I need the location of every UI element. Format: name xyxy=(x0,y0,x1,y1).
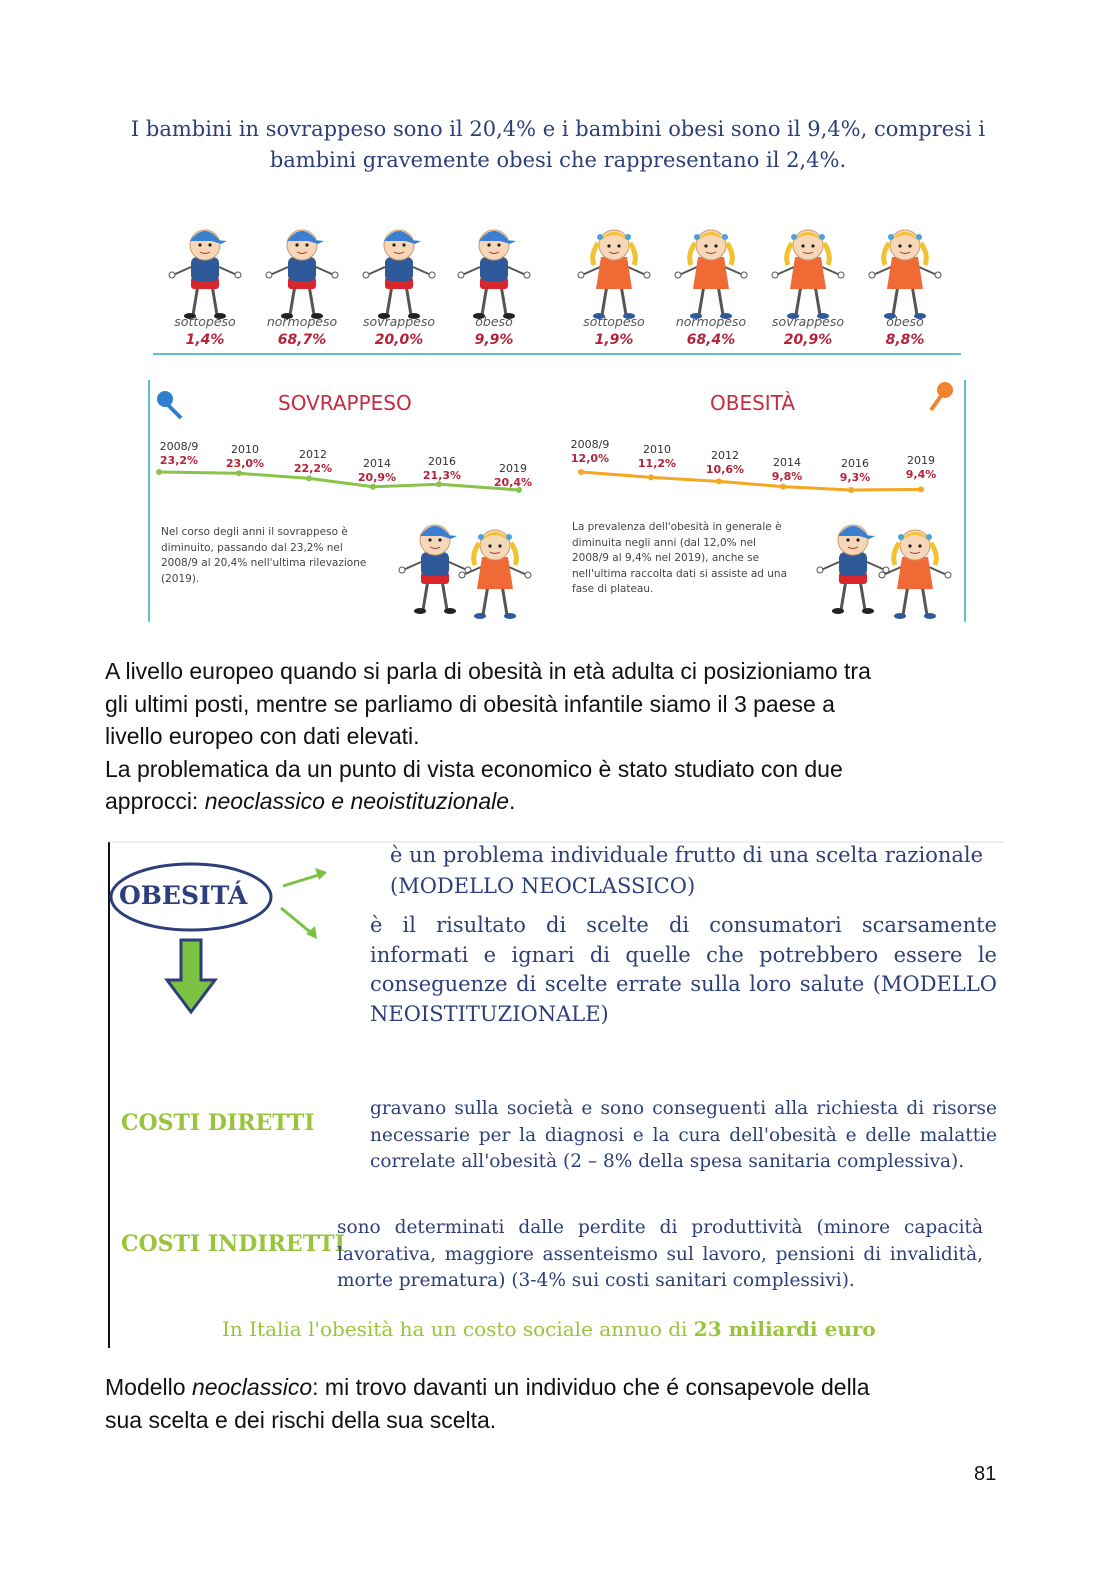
neoistituzionale-text xyxy=(370,911,997,1029)
obesity-point-1 xyxy=(648,474,654,480)
obesity-note-line: fase di plateau. xyxy=(572,583,654,595)
boy-figure-underweight xyxy=(169,230,241,319)
girl-figure-obese xyxy=(869,230,941,319)
obesity-year-label: 2008/9 xyxy=(570,438,610,451)
obesity-note-line: nell'ultima raccolta dati si assiste ad una xyxy=(572,567,788,580)
overweight-year-label: 2019 xyxy=(499,462,527,475)
overweight-value-label: 20,4% xyxy=(493,476,533,489)
paragraph-line-approaches xyxy=(105,785,1005,818)
overweight-value-label: 22,2% xyxy=(293,462,333,475)
obesity-year-label: 2012 xyxy=(711,449,739,462)
overweight-note-line: 2008/9 al 20,4% nell'ultima rilevazione xyxy=(161,557,367,569)
obesity-value-label: 9,4% xyxy=(905,468,937,481)
girl-illustration-overweight xyxy=(459,530,531,619)
neoclassico-italic: neoclassico xyxy=(191,1374,313,1400)
obesity-year-label: 2016 xyxy=(841,457,869,470)
overweight-year-label: 2010 xyxy=(231,443,259,456)
boy-label-obese: obeso xyxy=(475,314,513,329)
neoistituzionale-line: è il risultato di scelte di consumatori scarsamente xyxy=(370,913,997,937)
girl-illustration-obesity xyxy=(879,530,951,619)
paragraph-europe xyxy=(105,655,1005,818)
obesita-label: OBESITÁ xyxy=(119,881,248,910)
girl-label-obese: obeso xyxy=(886,314,924,329)
boy-figure-obese xyxy=(458,230,530,319)
boy-label-overweight: sovrappeso xyxy=(362,314,436,329)
overweight-value-label: 20,9% xyxy=(357,471,397,484)
paragraph-line: A livello europeo quando si parla di obesità in età adulta ci posizioniamo tra xyxy=(105,658,871,684)
obesity-note-line: diminuita negli anni (dal 12,0% nel xyxy=(572,536,756,549)
costi-indiretti-line: morte prematura) (3-4% sui costi sanitari complessivi). xyxy=(337,1270,855,1291)
approaches-prefix: approcci: xyxy=(105,788,205,814)
approaches-suffix: . xyxy=(509,788,516,814)
page-number: 81 xyxy=(974,1463,997,1485)
paragraph-line-neoclassico xyxy=(105,1371,1005,1404)
obesity-section-title: OBESITÀ xyxy=(710,391,796,415)
neoclassico-suffix: : mi trovo davanti un individuo che é consapevole della xyxy=(312,1374,870,1400)
neoistituzionale-line: informati e ignari di quelle che potrebbero essere le xyxy=(370,942,997,967)
overweight-point-0 xyxy=(156,469,162,475)
cost-footer-bold: 23 miliardi euro xyxy=(693,1317,876,1341)
boy-figure-normal xyxy=(266,230,338,319)
girl-label-overweight: sovrappeso xyxy=(771,314,845,329)
obesity-point-4 xyxy=(848,487,854,493)
boy-illustration-overweight xyxy=(399,525,471,614)
pin-icon-orange xyxy=(931,382,953,410)
neoclassico-line: (MODELLO NEOCLASSICO) xyxy=(390,874,696,898)
boy-pct-overweight: 20,0% xyxy=(374,332,424,348)
obesity-year-label: 2014 xyxy=(773,456,801,469)
obesity-note xyxy=(572,520,806,598)
obesity-point-0 xyxy=(578,469,584,475)
paragraph-line: gli ultimi posti, mentre se parliamo di obesità infantile siamo il 3 paese a xyxy=(105,690,835,717)
boy-label-normal: normopeso xyxy=(266,314,338,329)
costi-indiretti-line: sono determinati dalle perdite di produttività (minore capacità xyxy=(337,1217,983,1238)
overweight-note xyxy=(161,525,389,587)
boy-pct-obese: 9,9% xyxy=(474,332,514,348)
costi-diretti-text xyxy=(370,1096,997,1176)
overweight-year-label: 2008/9 xyxy=(159,440,199,453)
girl-label-normal: normopeso xyxy=(675,314,747,329)
arrow-down-icon xyxy=(167,940,215,1012)
overweight-note-line: Nel corso degli anni il sovrappeso è xyxy=(161,526,348,538)
overweight-value-label: 23,2% xyxy=(159,454,199,467)
neoclassico-text xyxy=(390,840,1002,902)
cost-footer-prefix: In Italia l'obesità ha un costo sociale annuo di xyxy=(222,1317,694,1341)
neoclassico-prefix: Modello xyxy=(105,1374,192,1400)
pin-icon-blue xyxy=(157,391,181,418)
neoistituzionale-line: NEOISTITUZIONALE) xyxy=(370,1001,609,1026)
costi-diretti-line: correlate all'obesità (2 – 8% della spesa sanitaria complessiva). xyxy=(370,1151,965,1172)
girl-figure-overweight xyxy=(772,230,844,319)
girl-figure-normal xyxy=(675,230,747,319)
boy-label-underweight: sottopeso xyxy=(174,314,236,329)
obesity-point-2 xyxy=(716,478,722,484)
obesity-note-line: 2008/9 al 9,4% nel 2019), anche se xyxy=(572,552,760,564)
infographic-title-line-2: bambini gravemente obesi che rappresentano il 2,4%. xyxy=(269,148,847,172)
girl-label-underweight: sottopeso xyxy=(583,314,645,329)
costi-indiretti-line: lavorativa, maggiore assenteismo sul lavoro, pensioni di invalidità, xyxy=(337,1243,983,1265)
costi-diretti-line: gravano sulla società e sono conseguenti alla richiesta di risorse xyxy=(370,1098,997,1119)
overweight-point-3 xyxy=(370,484,376,490)
infographic xyxy=(105,100,1011,630)
obesity-value-label: 9,8% xyxy=(771,470,803,483)
girl-pct-overweight: 20,9% xyxy=(783,332,833,348)
girl-figure-underweight xyxy=(578,230,650,319)
girl-pct-normal: 68,4% xyxy=(686,332,736,348)
paragraph-neoclassico xyxy=(105,1371,1005,1436)
costi-indiretti-label: COSTI INDIRETTI xyxy=(121,1231,345,1257)
paragraph-line: La problematica da un punto di vista economico è stato studiato con due xyxy=(105,755,843,782)
obesity-value-label: 9,3% xyxy=(839,471,871,484)
obesity-value-label: 12,0% xyxy=(570,452,610,465)
obesity-year-label: 2019 xyxy=(907,454,935,467)
infographic-title-line-1: I bambini in sovrappeso sono il 20,4% e i bambini obesi sono il 9,4%, compresi i xyxy=(130,117,986,141)
girl-pct-underweight: 1,9% xyxy=(594,332,634,348)
boy-pct-normal: 68,7% xyxy=(277,332,327,348)
costi-diretti-line: necessarie per la diagnosi e la cura dell'obesità e delle malattie xyxy=(370,1124,997,1146)
overweight-value-label: 21,3% xyxy=(422,469,462,482)
arrow-right-up-icon xyxy=(283,868,327,886)
overweight-note-line: (2019). xyxy=(161,572,200,585)
neoistituzionale-line: conseguenze di scelte errate sulla loro salute (MODELLO xyxy=(370,972,997,996)
girl-pct-obese: 8,8% xyxy=(885,332,925,348)
obesity-note-line: La prevalenza dell'obesità in generale è xyxy=(572,521,782,533)
approaches-italic: neoclassico e neoistituzionale xyxy=(204,788,510,814)
overweight-value-label: 23,0% xyxy=(225,457,265,470)
obesity-cost-diagram xyxy=(105,840,1005,1352)
obesity-point-3 xyxy=(780,484,786,490)
boy-figure-overweight xyxy=(363,230,435,319)
obesity-point-5 xyxy=(918,486,924,492)
neoclassico-line: è un problema individuale frutto di una scelta razionale xyxy=(390,843,984,867)
obesity-value-label: 10,6% xyxy=(705,463,745,476)
cost-footer xyxy=(222,1317,876,1341)
paragraph-line: livello europeo con dati elevati. xyxy=(105,723,420,749)
overweight-point-1 xyxy=(236,470,242,476)
overweight-year-label: 2012 xyxy=(299,448,327,461)
boy-pct-underweight: 1,4% xyxy=(185,332,225,348)
overweight-point-2 xyxy=(306,475,312,481)
overweight-year-label: 2014 xyxy=(363,457,391,470)
overweight-section-title: SOVRAPPESO xyxy=(278,391,412,415)
costi-diretti-label: COSTI DIRETTI xyxy=(121,1110,315,1136)
paragraph-line: sua scelta e dei rischi della sua scelta. xyxy=(105,1406,497,1433)
arrow-right-down-icon xyxy=(281,908,317,939)
obesity-year-label: 2010 xyxy=(643,443,671,456)
overweight-note-line: diminuito, passando dal 23,2% nel xyxy=(161,541,343,554)
costi-indiretti-text xyxy=(337,1215,983,1295)
boy-illustration-obesity xyxy=(817,525,889,614)
obesity-value-label: 11,2% xyxy=(637,457,677,470)
overweight-point-4 xyxy=(436,481,442,487)
overweight-year-label: 2016 xyxy=(428,455,456,468)
